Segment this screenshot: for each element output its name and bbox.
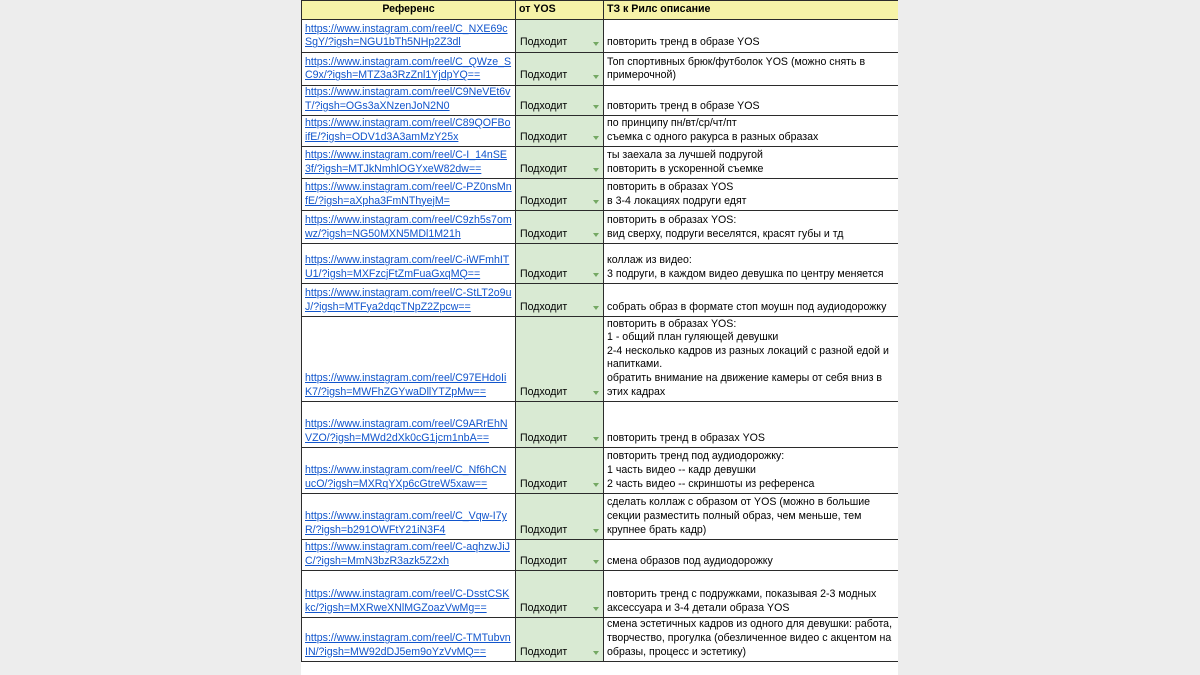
status-value: Подходит <box>520 523 568 536</box>
reference-link[interactable]: https://www.instagram.com/reel/C-iWFmhITU1/?igsh=MXFzcjFtZmFuaGxqMQ== <box>302 244 516 284</box>
status-dropdown-content <box>520 163 599 177</box>
reference-link[interactable]: https://www.instagram.com/reel/C-StLT2o9uJ/?igsh=MTFya2dqcTNpZ2Zpcw== <box>302 284 516 317</box>
description-cell[interactable]: ты заехала за лучшей подругой повторить в ускоренной съемке <box>604 147 899 179</box>
description-cell[interactable]: Топ спортивных брюк/футболок YOS (можно снять в примерочной) <box>604 53 899 86</box>
status-dropdown[interactable] <box>516 618 604 662</box>
dropdown-arrow-icon[interactable] <box>593 105 599 109</box>
status-value: Подходит <box>520 431 568 444</box>
table-row <box>302 20 899 53</box>
status-value: Подходит <box>520 194 568 207</box>
reference-link[interactable]: https://www.instagram.com/reel/C_Vqw-I7yR/?igsh=b291OWFtY21iN3F4 <box>302 494 516 540</box>
table-row <box>302 86 899 116</box>
status-dropdown-content <box>520 386 599 400</box>
dropdown-arrow-icon[interactable] <box>593 306 599 310</box>
column-header-status[interactable]: от YOS <box>516 1 604 20</box>
status-dropdown-content <box>520 36 599 50</box>
table-row <box>302 494 899 540</box>
status-value: Подходит <box>520 162 568 175</box>
description-cell[interactable]: повторить в образах YOS в 3-4 локациях подруги едят <box>604 179 899 211</box>
table-row <box>302 540 899 571</box>
table-row <box>302 618 899 662</box>
status-value: Подходит <box>520 36 568 49</box>
dropdown-arrow-icon[interactable] <box>593 560 599 564</box>
description-cell[interactable]: смена эстетичных кадров из одного для девушки: работа, творчество, прогулка (обезличенное видео с акцентом на образы, процесс и эстетику) <box>604 618 899 662</box>
status-dropdown-content <box>520 268 599 282</box>
description-cell[interactable]: повторить в образах YOS: 1 - общий план гуляющей девушки 2-4 несколько кадров из разных локаций с разной едой и напитками. обратить внимание на движение камеры от себя вниз в этих кадрах <box>604 317 899 402</box>
reference-link[interactable]: https://www.instagram.com/reel/C_QWze_SC9x/?igsh=MTZ3a3RzZnl1YjdpYQ== <box>302 53 516 86</box>
description-cell[interactable]: повторить тренд в образах YOS <box>604 402 899 448</box>
status-dropdown[interactable] <box>516 284 604 317</box>
dropdown-arrow-icon[interactable] <box>593 136 599 140</box>
description-cell[interactable]: собрать образ в формате стоп моушн под аудиодорожку <box>604 284 899 317</box>
description-cell[interactable]: повторить тренд в образе YOS <box>604 20 899 53</box>
description-cell[interactable]: коллаж из видео: 3 подруги, в каждом видео девушка по центру меняется <box>604 244 899 284</box>
status-value: Подходит <box>520 267 568 280</box>
reference-link[interactable]: https://www.instagram.com/reel/C-TMTubvnIN/?igsh=MW92dDJ5em9oYzVvMQ== <box>302 618 516 662</box>
reference-link[interactable]: https://www.instagram.com/reel/C9zh5s7omwz/?igsh=NG50MXN5MDl1M21h <box>302 211 516 244</box>
reference-link[interactable]: https://www.instagram.com/reel/C9ARrEhNVZO/?igsh=MWd2dXk0cG1jcm1nbA== <box>302 402 516 448</box>
status-dropdown[interactable] <box>516 86 604 116</box>
status-dropdown[interactable] <box>516 317 604 402</box>
reels-table <box>301 0 898 662</box>
spreadsheet <box>301 0 898 675</box>
status-dropdown[interactable] <box>516 179 604 211</box>
status-dropdown-content <box>520 432 599 446</box>
status-value: Подходит <box>520 227 568 240</box>
status-value: Подходит <box>520 99 568 112</box>
status-dropdown-content <box>520 228 599 242</box>
reference-link[interactable]: https://www.instagram.com/reel/C89QOFBoifE/?igsh=ODV1d3A3amMzY25x <box>302 116 516 147</box>
status-dropdown[interactable] <box>516 147 604 179</box>
table-row <box>302 317 899 402</box>
description-cell[interactable]: по принципу пн/вт/ср/чт/пт съемка с одного ракурса в разных образах <box>604 116 899 147</box>
status-dropdown-content <box>520 524 599 538</box>
reference-link[interactable]: https://www.instagram.com/reel/C97EHdoIiK7/?igsh=MWFhZGYwaDllYTZpMw== <box>302 317 516 402</box>
table-row <box>302 244 899 284</box>
status-dropdown[interactable] <box>516 244 604 284</box>
status-dropdown-content <box>520 646 599 660</box>
status-dropdown-content <box>520 131 599 145</box>
status-dropdown-content <box>520 555 599 569</box>
status-dropdown-content <box>520 301 599 315</box>
reference-link[interactable]: https://www.instagram.com/reel/C_NXE69cSgY/?igsh=NGU1bTh5NHp2Z3dl <box>302 20 516 53</box>
table-row <box>302 571 899 618</box>
status-dropdown[interactable] <box>516 402 604 448</box>
reference-link[interactable]: https://www.instagram.com/reel/C-DsstCSKkc/?igsh=MXRweXNlMGZoazVwMg== <box>302 571 516 618</box>
dropdown-arrow-icon[interactable] <box>593 391 599 395</box>
table-row <box>302 147 899 179</box>
table-row <box>302 53 899 86</box>
status-value: Подходит <box>520 300 568 313</box>
reference-link[interactable]: https://www.instagram.com/reel/C_Nf6hCNucO/?igsh=MXRqYXp6cGtreW5xaw== <box>302 448 516 494</box>
status-dropdown[interactable] <box>516 448 604 494</box>
status-value: Подходит <box>520 69 568 82</box>
table-row <box>302 402 899 448</box>
status-dropdown[interactable] <box>516 571 604 618</box>
status-value: Подходит <box>520 477 568 490</box>
dropdown-arrow-icon[interactable] <box>593 75 599 79</box>
table-row <box>302 448 899 494</box>
dropdown-arrow-icon[interactable] <box>593 168 599 172</box>
reference-link[interactable]: https://www.instagram.com/reel/C-aqhzwJiJC/?igsh=MmN3bzR3azk5Z2xh <box>302 540 516 571</box>
status-dropdown-content <box>520 478 599 492</box>
reference-link[interactable]: https://www.instagram.com/reel/C9NeVEt6vT/?igsh=OGs3aXNzenJoN2N0 <box>302 86 516 116</box>
description-cell[interactable]: повторить в образах YOS: вид сверху, подруги веселятся, красят губы и тд <box>604 211 899 244</box>
status-dropdown[interactable] <box>516 53 604 86</box>
status-dropdown-content <box>520 195 599 209</box>
table-row <box>302 116 899 147</box>
description-cell[interactable]: повторить тренд в образе YOS <box>604 86 899 116</box>
dropdown-arrow-icon[interactable] <box>593 651 599 655</box>
status-dropdown[interactable] <box>516 20 604 53</box>
table-row <box>302 284 899 317</box>
status-value: Подходит <box>520 130 568 143</box>
table-row <box>302 211 899 244</box>
description-cell[interactable]: повторить тренд с подружками, показывая 2-3 модных аксессуара и 3-4 детали образа YOS <box>604 571 899 618</box>
dropdown-arrow-icon[interactable] <box>593 529 599 533</box>
table-row <box>302 179 899 211</box>
header-row <box>302 1 899 20</box>
status-dropdown[interactable] <box>516 211 604 244</box>
dropdown-arrow-icon[interactable] <box>593 607 599 611</box>
dropdown-arrow-icon[interactable] <box>593 42 599 46</box>
description-cell[interactable]: сделать коллаж с образом от YOS (можно в большие секции разместить полный образ, чем меньше, тем крупнее брать кадр) <box>604 494 899 540</box>
dropdown-arrow-icon[interactable] <box>593 437 599 441</box>
status-dropdown[interactable] <box>516 116 604 147</box>
status-dropdown[interactable] <box>516 540 604 571</box>
description-cell[interactable]: повторить тренд под аудиодорожку: 1 часть видео -- кадр девушки 2 часть видео -- скриншоты из референса <box>604 448 899 494</box>
dropdown-arrow-icon[interactable] <box>593 483 599 487</box>
dropdown-arrow-icon[interactable] <box>593 273 599 277</box>
status-dropdown-content <box>520 602 599 616</box>
column-header-description[interactable]: ТЗ к Рилс описание <box>604 1 899 20</box>
status-dropdown-content <box>520 69 599 83</box>
dropdown-arrow-icon[interactable] <box>593 200 599 204</box>
status-value: Подходит <box>520 385 568 398</box>
status-dropdown-content <box>520 100 599 114</box>
status-value: Подходит <box>520 554 568 567</box>
description-cell[interactable]: смена образов под аудиодорожку <box>604 540 899 571</box>
reference-link[interactable]: https://www.instagram.com/reel/C-I_14nSE3f/?igsh=MTJkNmhlOGYxeW82dw== <box>302 147 516 179</box>
status-value: Подходит <box>520 645 568 658</box>
status-dropdown[interactable] <box>516 494 604 540</box>
dropdown-arrow-icon[interactable] <box>593 233 599 237</box>
reference-link[interactable]: https://www.instagram.com/reel/C-PZ0nsMnfE/?igsh=aXpha3FmNThyejM= <box>302 179 516 211</box>
status-value: Подходит <box>520 601 568 614</box>
column-header-reference[interactable]: Референс <box>302 1 516 20</box>
